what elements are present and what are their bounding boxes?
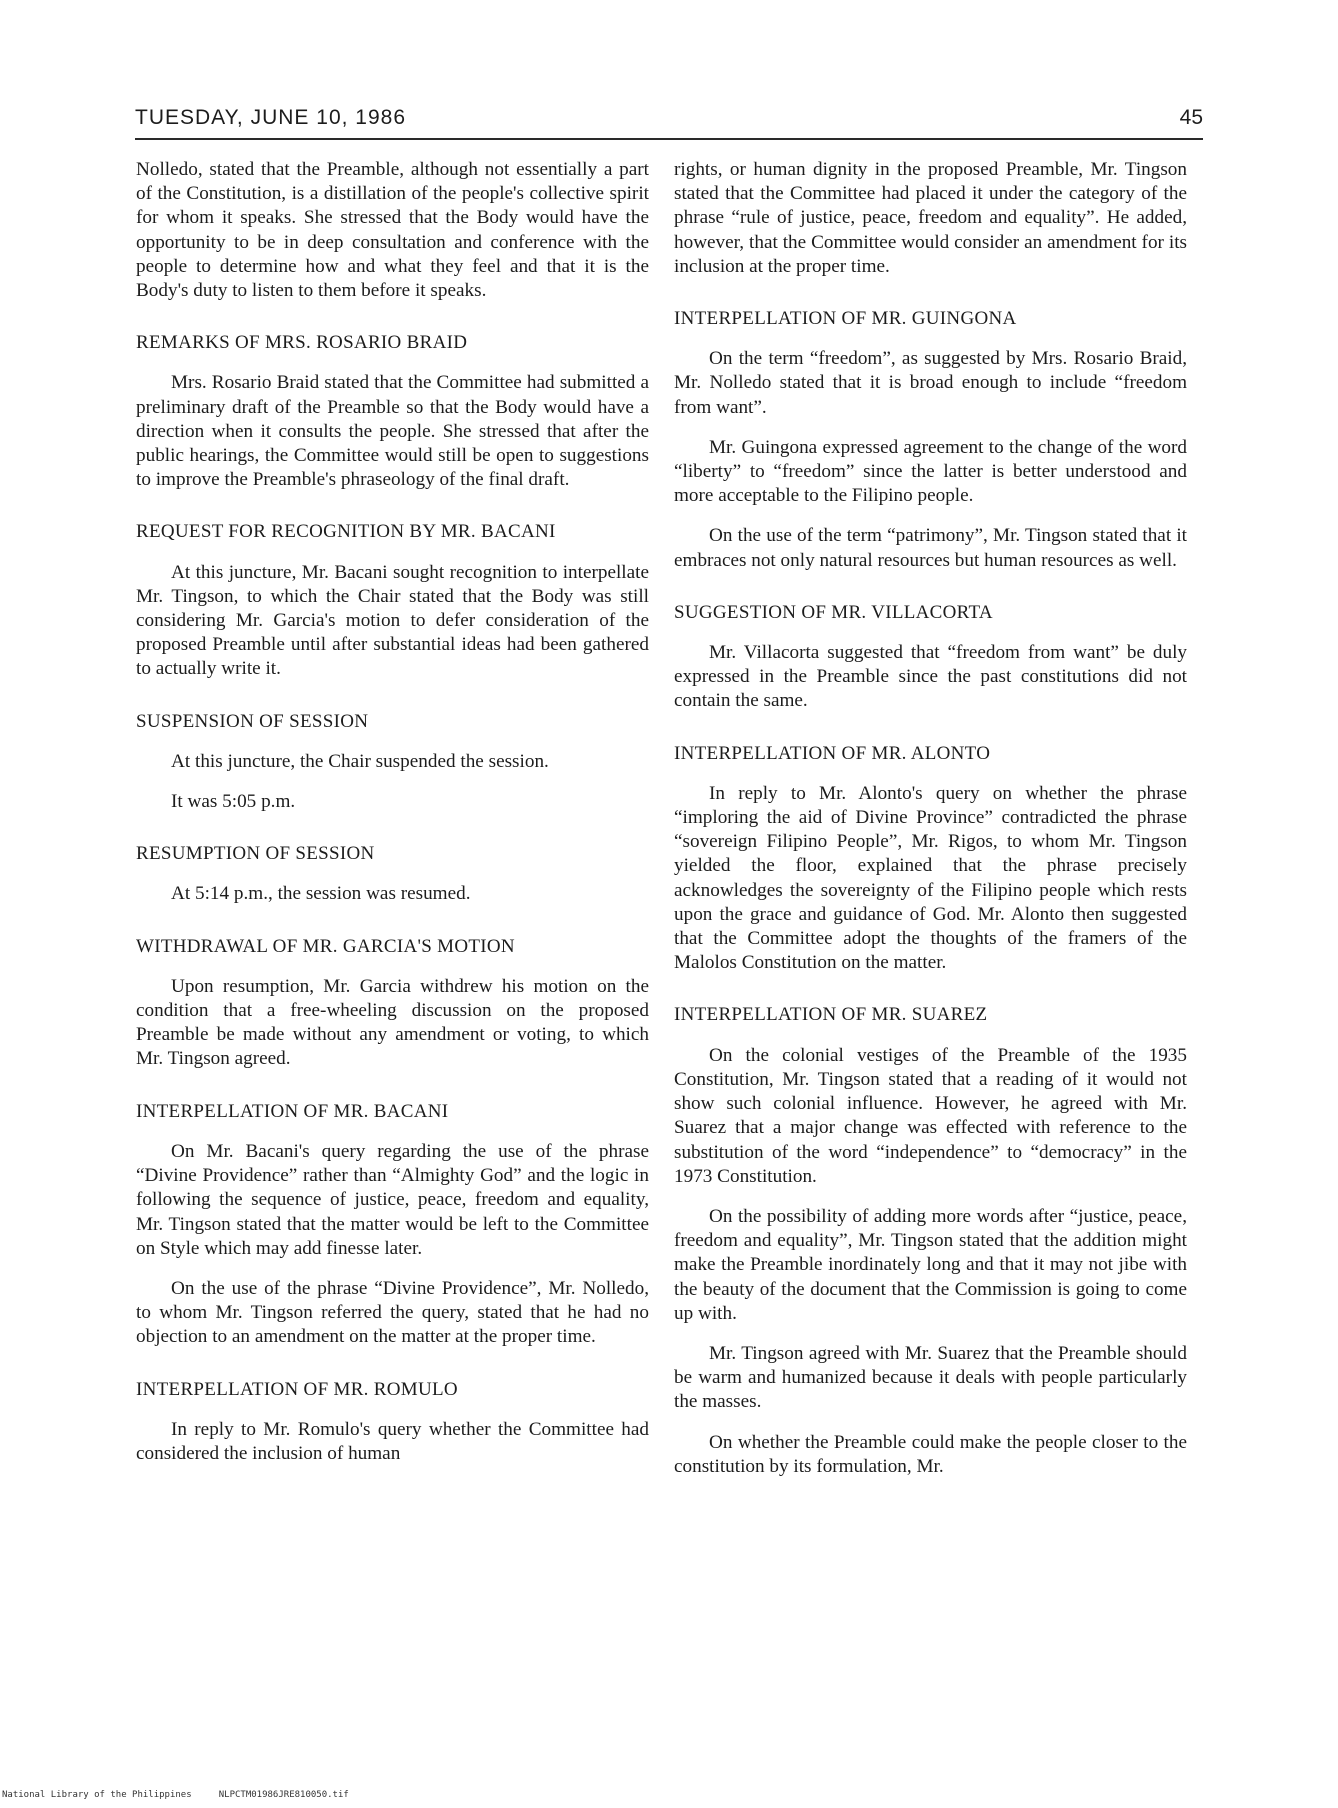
paragraph: On the colonial vestiges of the Preamble of the 1935 Constitution, Mr. Tingson stated that a reading of it would not show such colonial influence. However, he agreed with Mr. Suarez that a major change was effected with reference to the substitution of the word “independence” to “democracy” in the 1973 Constitution. (674, 1044, 1187, 1187)
section-heading: INTERPELLATION OF MR. ROMULO (136, 1378, 458, 1400)
page-header (135, 104, 1203, 140)
paragraph: At 5:14 p.m., the session was resumed. (171, 883, 471, 905)
paragraph: At this juncture, the Chair suspended the session. (171, 750, 549, 772)
paragraph: In reply to Mr. Alonto's query on whether the phrase “imploring the aid of Divine Province” contradicted the phrase “sovereign Filipino People”, Mr. Rigos, to whom Mr. Tingson yielded the floor, explained that the phrase precisely acknowledges the sovereignty of the Filipino people which rests upon the grace and guidance of God. Mr. Alonto then suggested that the Committee adopt the thoughts of the framers of the Malolos Constitution on the matter. (674, 782, 1187, 974)
left-column (136, 158, 649, 1482)
paragraph: Mrs. Rosario Braid stated that the Committee had submitted a preliminary draft of the Preamble so that the Body would have a direction when it consults the people. She stressed that after the public hearings, the Committee would still be open to suggestions to improve the Preamble's phraseology of the final draft. (136, 372, 649, 491)
paragraph: At this juncture, Mr. Bacani sought recognition to interpellate Mr. Tingson, to which the Chair stated that the Body was still considering Mr. Garcia's motion to defer consideration of the proposed Preamble until after substantial ideas had been gathered to actually write it. (136, 561, 649, 680)
paragraph: In reply to Mr. Romulo's query whether the Committee had considered the inclusion of human (136, 1418, 649, 1464)
section-heading: SUSPENSION OF SESSION (136, 710, 369, 732)
section-heading: INTERPELLATION OF MR. BACANI (136, 1100, 449, 1122)
section-heading: REQUEST FOR RECOGNITION BY MR. BACANI (136, 521, 556, 543)
paragraph: On whether the Preamble could make the people closer to the constitution by its formulation, Mr. (674, 1431, 1187, 1477)
paragraph: Upon resumption, Mr. Garcia withdrew his motion on the condition that a free-wheeling discussion on the proposed Preamble be made without any amendment or voting, to which Mr. Tingson agreed. (136, 975, 649, 1070)
paragraph: On the term “freedom”, as suggested by Mrs. Rosario Braid, Mr. Nolledo stated that it is broad enough to include “freedom from want”. (674, 348, 1187, 418)
header-date: TUESDAY, JUNE 10, 1986 (135, 106, 407, 129)
scan-footer (2, 1790, 349, 1800)
section-heading: WITHDRAWAL OF MR. GARCIA'S MOTION (136, 935, 515, 957)
right-column (674, 158, 1187, 1495)
section-heading: INTERPELLATION OF MR. SUAREZ (674, 1004, 988, 1026)
footer-file: NLPCTM01986JRE810050.tif (218, 1790, 349, 1800)
paragraph: Mr. Villacorta suggested that “freedom from want” be duly expressed in the Preamble since the past constitutions did not contain the same. (674, 642, 1187, 712)
section-heading: REMARKS OF MRS. ROSARIO BRAID (136, 332, 468, 354)
section-heading: SUGGESTION OF MR. VILLACORTA (674, 601, 993, 623)
section-heading: INTERPELLATION OF MR. ALONTO (674, 742, 991, 764)
section-heading: INTERPELLATION OF MR. GUINGONA (674, 308, 1017, 330)
paragraph: Nolledo, stated that the Preamble, although not essentially a part of the Constitution, is a distillation of the people's collective spirit for whom it speaks. She stressed that the Body would have the opportunity to be in deep consultation and conference with the people to determine how and what they feel and that it is the Body's duty to listen to them before it speaks. (136, 159, 649, 302)
section-heading: RESUMPTION OF SESSION (136, 843, 375, 865)
paragraph: rights, or human dignity in the proposed Preamble, Mr. Tingson stated that the Committee had placed it under the category of the phrase “rule of justice, peace, freedom and equality”. He added, however, that the Committee would consider an amendment for its inclusion at the proper time. (674, 159, 1187, 277)
footer-source: National Library of the Philippines (2, 1790, 192, 1800)
paragraph: On the use of the term “patrimony”, Mr. Tingson stated that it embraces not only natural resources but human resources as well. (674, 525, 1187, 571)
paragraph: On the possibility of adding more words after “justice, peace, freedom and equality”, Mr. Tingson stated that the addition might make the Preamble inordinately long and that it may not jibe with the beauty of the document that the Commission is going to come up with. (674, 1205, 1187, 1324)
page-number: 45 (1179, 106, 1203, 129)
paragraph: On Mr. Bacani's query regarding the use of the phrase “Divine Providence” rather than “Almighty God” and the logic in following the sequence of justice, peace, freedom and equality, Mr. Tingson stated that the matter would be left to the Committee on Style which may add finesse later. (136, 1140, 649, 1259)
paragraph: Mr. Tingson agreed with Mr. Suarez that the Preamble should be warm and humanized because it deals with people particularly the masses. (674, 1342, 1187, 1413)
paragraph: It was 5:05 p.m. (171, 791, 296, 813)
paragraph: On the use of the phrase “Divine Providence”, Mr. Nolledo, to whom Mr. Tingson referred the query, stated that he had no objection to an amendment on the matter at the proper time. (136, 1277, 649, 1348)
paragraph: Mr. Guingona expressed agreement to the change of the word “liberty” to “freedom” since the latter is better understood and more acceptable to the Filipino people. (674, 436, 1187, 507)
